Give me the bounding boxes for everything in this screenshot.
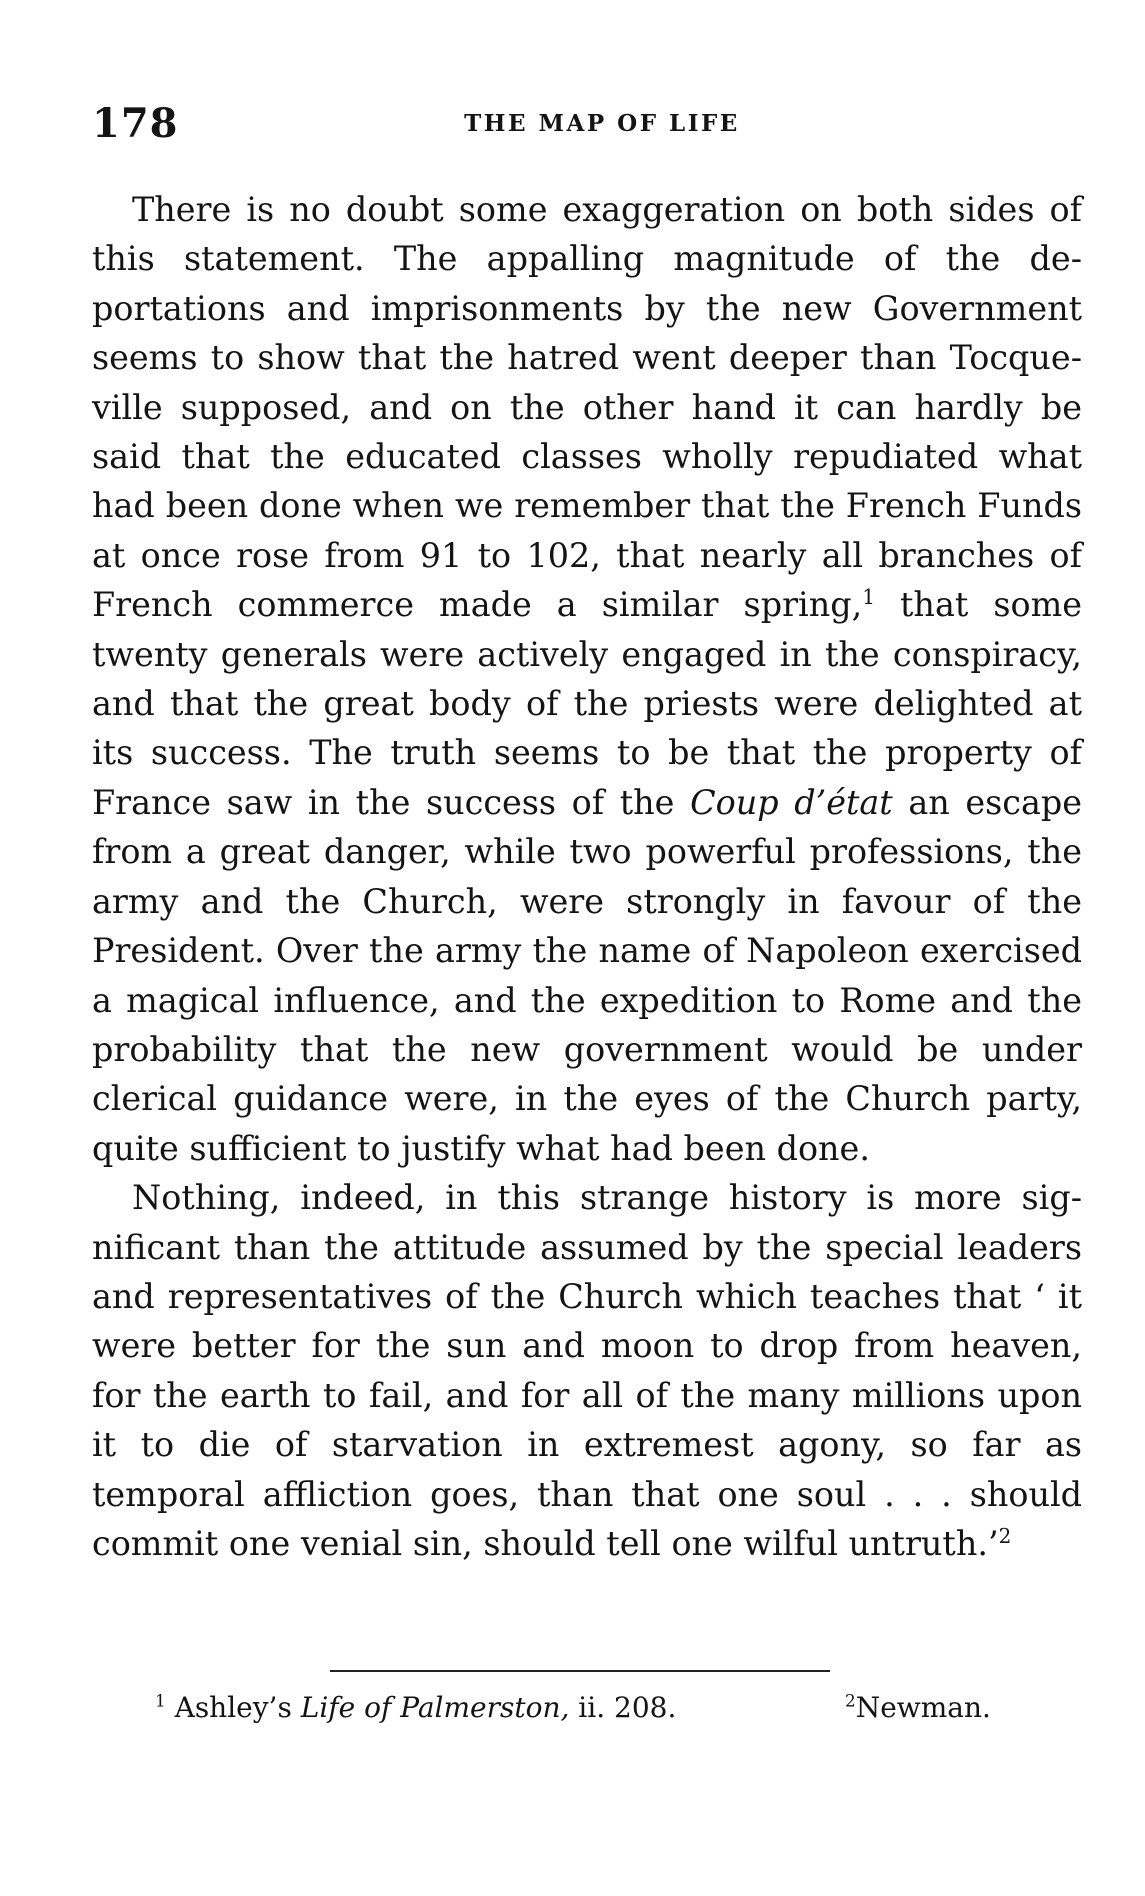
italic-phrase: Coup d’état [690, 782, 893, 822]
footnote-ref: 1 [862, 585, 875, 610]
running-head: THE MAP OF LIFE [464, 110, 740, 137]
paragraph [92, 185, 1082, 1173]
footnote-text: ii. 208. [569, 1691, 677, 1724]
footnote-text: Ashley’s [174, 1691, 301, 1724]
footnote-text: Newman. [855, 1691, 991, 1724]
page-header [92, 100, 1072, 160]
footnote-1 [155, 1690, 676, 1726]
footnote-mark: 1 [155, 1690, 166, 1711]
paragraph-text: Nothing, indeed, in this strange history is more significant than the attitude assumed by the special leaders and representatives of the Church which teaches that ‘ it were better for the sun and moon to drop from heaven, for the earth to fail, and for all of the many millions upon it to die of starvation in extremest agony, so far as temporal affliction goes, than that one soul . . . should commit one venial sin, should tell one wilful untruth.’ [92, 1178, 1082, 1563]
footnote-ref: 2 [998, 1523, 1012, 1548]
body-text [92, 185, 1082, 1568]
footnote-mark: 2 [845, 1690, 856, 1711]
paragraph [92, 1173, 1082, 1568]
footnote-title: Life of Palmerston, [300, 1691, 570, 1724]
footnote-2 [845, 1690, 991, 1726]
page-number: 178 [92, 100, 179, 147]
paragraph-text: an escape from a great danger, while two powerful professions, the army and the Church, were strongly in favour of the President. Over the army the name of Napoleon exercised a magical influence, and the expedition to Rome and the probability that the new government would be under clerical guidance were, in the eyes of the Church party, quite sufficient to justify what had been done. [92, 782, 1083, 1168]
footnote-divider [330, 1670, 830, 1672]
paragraph-text: There is no doubt some exaggeration on both sides of this statement. The appalling magnitude of the deportations and imprisonments by the new Government seems to show that the hatred went deeper than Tocqueville supposed, and on the other hand it can hardly be said that the educated classes wholly repudiated what had been done when we remember that the French Funds at once rose from 91 to 102, that nearly all branches of French commerce made a similar spring, [92, 190, 1082, 625]
paragraph-text: that some twenty generals were actively engaged in the conspiracy, and that the great body of the priests were delighted at its success. The truth seems to be that the property of France saw in the success of the [92, 585, 1082, 822]
